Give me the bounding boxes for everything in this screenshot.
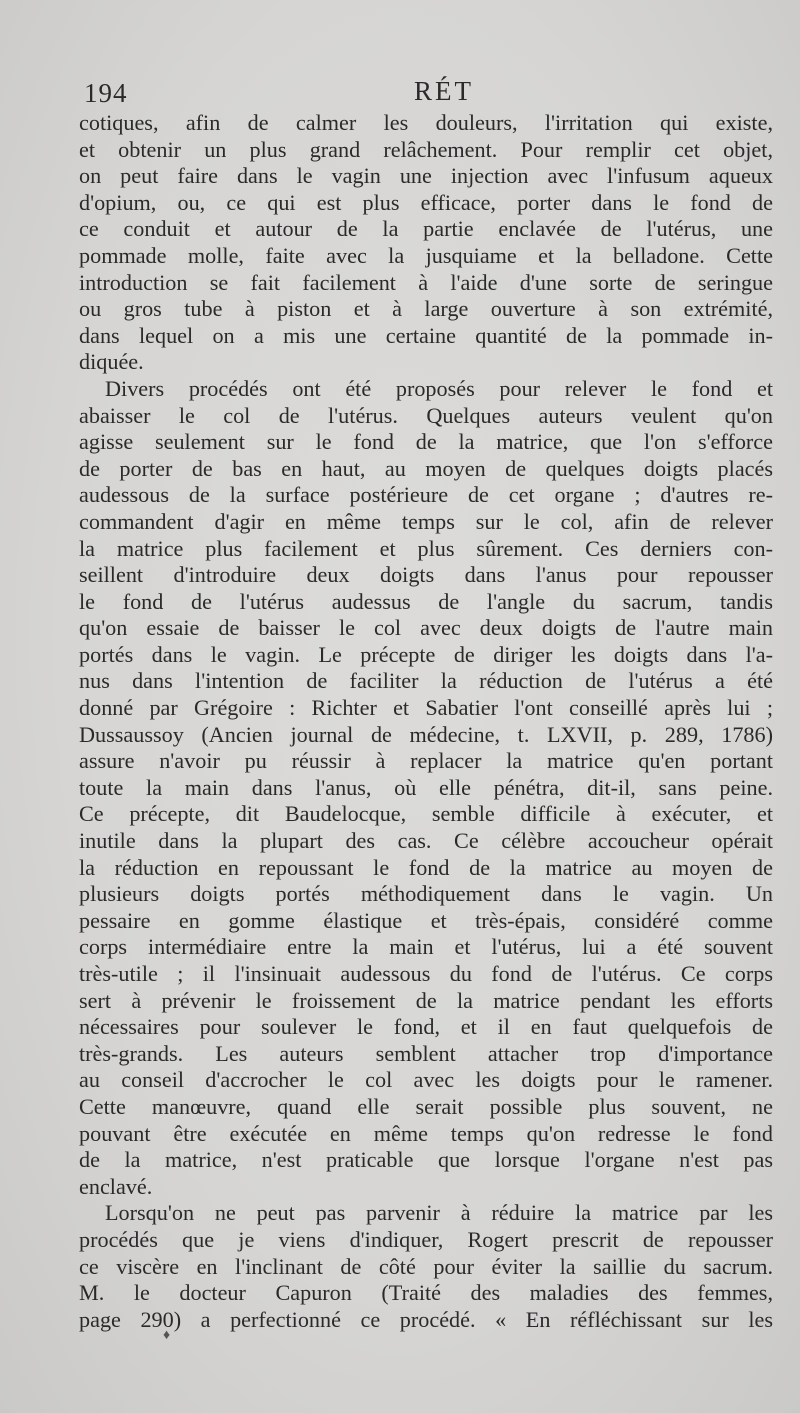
text-line: abaisser le col de l'utérus. Quelques auteurs veulent qu'on [79, 402, 773, 428]
text-line: plusieurs doigts portés méthodiquement dans le vagin. Un [79, 881, 773, 907]
text-line: page 290) a perfectionné ce procédé. « En réfléchissant sur les [79, 1306, 773, 1332]
text-line: M. le docteur Capuron (Traité des maladies des femmes, [79, 1280, 773, 1306]
text-line: ce viscère en l'inclinant de côté pour éviter la saillie du sacrum. [79, 1253, 773, 1279]
text-line: agisse seulement sur le fond de la matrice, que l'on s'efforce [79, 429, 773, 455]
text-line: introduction se fait facilement à l'aide d'une sorte de seringue [79, 269, 773, 295]
text-line: pessaire en gomme élastique et très-épais, considéré comme [79, 907, 773, 933]
text-line: ce conduit et autour de la partie enclavée de l'utérus, une [79, 216, 773, 242]
text-line: sert à prévenir le froissement de la matrice pendant les efforts [79, 987, 773, 1013]
text-line: seillent d'introduire deux doigts dans l'anus pour repousser [79, 562, 773, 588]
text-line: et obtenir un plus grand relâchement. Pour remplir cet objet, [79, 136, 773, 162]
text-line: corps intermédiaire entre la main et l'utérus, lui a été souvent [79, 934, 773, 960]
text-line: procédés que je viens d'indiquer, Rogert prescrit de repousser [79, 1226, 773, 1252]
text-line: toute la main dans l'anus, où elle pénétra, dit-il, sans peine. [79, 774, 773, 800]
page-number: 194 [84, 78, 128, 108]
text-line: cotiques, afin de calmer les douleurs, l'irritation qui existe, [79, 110, 773, 135]
text-line: dans lequel on a mis une certaine quantité de la pommade in- [79, 322, 773, 348]
text-line: diquée. [79, 349, 144, 375]
text-line: d'opium, ou, ce qui est plus efficace, porter dans le fond de [79, 189, 773, 215]
text-line: portés dans le vagin. Le précepte de diriger les doigts dans l'a- [79, 641, 773, 667]
text-line: on peut faire dans le vagin une injection avec l'infusum aqueux [79, 163, 773, 189]
text-line: le fond de l'utérus audessus de l'angle du sacrum, tandis [79, 588, 773, 614]
text-line: nus dans l'intention de faciliter la réduction de l'utérus a été [79, 668, 773, 694]
text-line: pouvant être exécutée en même temps qu'on redresse le fond [79, 1120, 773, 1146]
text-line: très-grands. Les auteurs semblent attacher trop d'importance [79, 1040, 773, 1066]
text-line: commandent d'agir en même temps sur le col, afin de relever [79, 508, 773, 534]
text-line: enclavé. [79, 1173, 153, 1199]
text-line: Divers procédés ont été proposés pour relever le fond et [105, 375, 773, 401]
text-line: pommade molle, faite avec la jusquiame et la belladone. Cette [79, 242, 773, 268]
text-line: ou gros tube à piston et à large ouverture à son extrémité, [79, 296, 773, 322]
running-head: RÉT [414, 76, 474, 106]
text-line: de porter de bas en haut, au moyen de quelques doigts placés [79, 455, 773, 481]
text-line: Lorsqu'on ne peut pas parvenir à réduire la matrice par les [105, 1200, 773, 1226]
text-line: Ce précepte, dit Baudelocque, semble difficile à exécuter, et [79, 801, 773, 827]
page-body-text [79, 110, 773, 1333]
text-line: inutile dans la plupart des cas. Ce célèbre accoucheur opérait [79, 828, 773, 854]
ornament-mark: ♦ [163, 1328, 171, 1343]
text-line: donné par Grégoire : Richter et Sabatier l'ont conseillé après lui ; [79, 695, 773, 721]
page-header [84, 76, 772, 112]
text-line: la matrice plus facilement et plus sûrement. Ces derniers con- [79, 535, 773, 561]
text-line: la réduction en repoussant le fond de la matrice au moyen de [79, 854, 773, 880]
text-line: Cette manœuvre, quand elle serait possible plus souvent, ne [79, 1093, 773, 1119]
text-line: qu'on essaie de baisser le col avec deux doigts de l'autre main [79, 615, 773, 641]
text-line: au conseil d'accrocher le col avec les doigts pour le ramener. [79, 1067, 773, 1093]
text-line: très-utile ; il l'insinuait audessous du fond de l'utérus. Ce corps [79, 961, 773, 986]
text-line: assure n'avoir pu réussir à replacer la matrice qu'en portant [79, 748, 773, 774]
text-line: Dussaussoy (Ancien journal de médecine, t. LXVII, p. 289, 1786) [79, 721, 773, 747]
text-line: nécessaires pour soulever le fond, et il en faut quelquefois de [79, 1014, 773, 1040]
text-line: audessous de la surface postérieure de cet organe ; d'autres re- [79, 482, 773, 508]
text-line: de la matrice, n'est praticable que lorsque l'organe n'est pas [79, 1147, 773, 1173]
